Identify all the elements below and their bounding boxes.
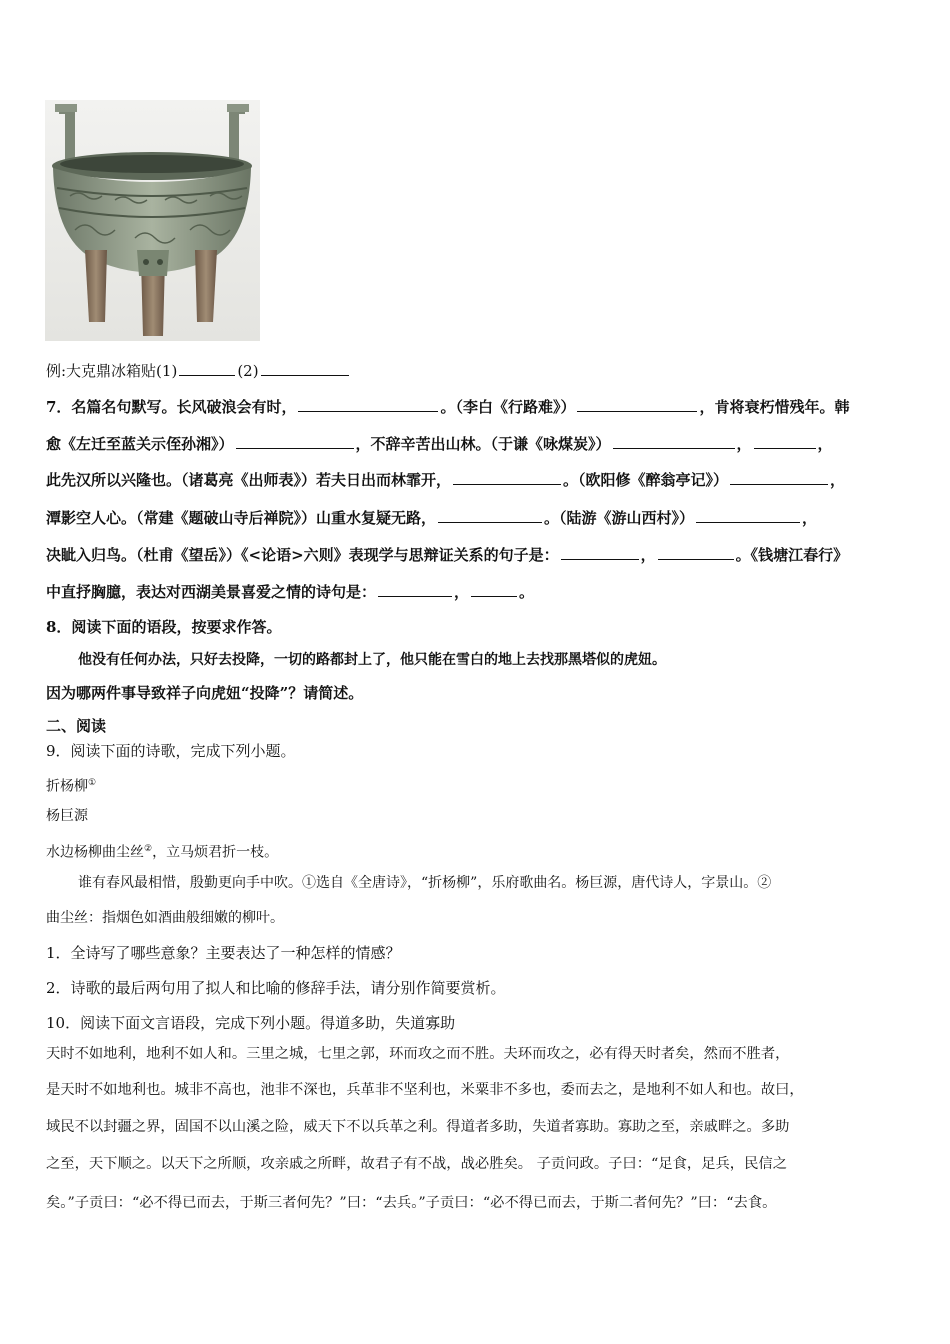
- classical-text-line: 矣。”子贡曰：“必不得已而去，于斯三者何先？”曰：“去兵。”子贡曰：“必不得已而去，于斯二者何先？”曰：“去食。: [46, 1195, 777, 1211]
- example-line: [46, 361, 908, 381]
- q7-text: ，: [817, 435, 833, 453]
- poem-author: 杨巨源: [46, 808, 88, 824]
- answer-blank[interactable]: [577, 397, 697, 412]
- poem-text: ，立马烦君折一枝。: [152, 844, 279, 861]
- classical-text-line: 是天时不如地利也。城非不高也，池非不深也，兵革非不坚利也，米粟非不多也，委而去之，是地利不如人和也。故曰，: [46, 1082, 804, 1098]
- q7-line-1: [46, 397, 908, 417]
- example-text: 例:大克鼎冰箱贴(1): [46, 362, 178, 380]
- poem-line-1: [46, 839, 908, 863]
- footnote-mark: ②: [144, 844, 153, 854]
- q7-line-3: [46, 470, 908, 490]
- answer-blank[interactable]: [298, 397, 438, 412]
- q7-text: 此先汉所以兴隆也。（诸葛亮《出师表》）若夫日出而林霏开，: [46, 471, 452, 489]
- answer-blank[interactable]: [471, 582, 517, 597]
- q7-text: ，肯将衰朽惜残年。韩: [699, 398, 850, 416]
- q7-text: 决眦入归鸟。（杜甫《望岳》）《<论语>六则》表现学与思辩证关系的句子是：: [46, 546, 559, 564]
- q7-text: 。: [519, 583, 535, 601]
- q7-text: ，: [736, 435, 752, 453]
- q8-passage: 他没有任何办法，只好去投降，一切的路都封上了，他只能在雪白的地上去找那黑塔似的虎妞。: [78, 652, 666, 668]
- q7-line-5: [46, 545, 908, 565]
- bronze-ding-vessel-icon: [45, 100, 260, 341]
- answer-blank[interactable]: [613, 434, 735, 449]
- poem-title-line: [46, 773, 908, 797]
- q7-text: 7．名篇名句默写。长风破浪会有时，: [46, 398, 297, 416]
- answer-blank[interactable]: [658, 545, 734, 560]
- q7-line-4: [46, 508, 908, 528]
- poem-title: 折杨柳: [46, 778, 88, 795]
- poem-text: 水边杨柳曲尘丝: [46, 844, 144, 861]
- q8-title: 8．阅读下面的语段，按要求作答。: [46, 618, 282, 636]
- answer-blank[interactable]: [561, 545, 639, 560]
- q7-text: ，: [454, 583, 470, 601]
- q7-text: 。（陆游《游山西村》）: [544, 509, 695, 527]
- q9-sub-1: 1．全诗写了哪些意象？主要表达了一种怎样的情感？: [46, 944, 401, 962]
- classical-text-line: 域民不以封疆之界，固国不以山溪之险，威天下不以兵革之利。得道者多助，失道者寡助。寡助之至，亲戚畔之。多助: [46, 1119, 790, 1135]
- example-mid: (2): [237, 362, 259, 380]
- answer-blank[interactable]: [754, 434, 816, 449]
- answer-blank[interactable]: [696, 508, 800, 523]
- answer-blank[interactable]: [378, 582, 452, 597]
- section-heading: 二、阅读: [46, 717, 107, 735]
- classical-text-line: 之至，天下顺之。以天下之所顺，攻亲戚之所畔，故君子有不战，战必胜矣。 子贡问政。子曰：“足食，足兵，民信之: [46, 1156, 787, 1172]
- bronze-ding-image: [45, 100, 260, 341]
- q7-text: 。（欧阳修《醉翁亭记》）: [563, 471, 729, 489]
- q8-question: 因为哪两件事导致祥子向虎妞“投降”？请简述。: [46, 684, 364, 702]
- answer-blank[interactable]: [438, 508, 542, 523]
- q9-sub-2: 2．诗歌的最后两句用了拟人和比喻的修辞手法，请分别作简要赏析。: [46, 979, 506, 997]
- q7-text: 。《钱塘江春行》: [735, 546, 849, 564]
- answer-blank[interactable]: [730, 470, 828, 485]
- poem-note: 曲尘丝：指烟色如酒曲般细嫩的柳叶。: [46, 910, 284, 926]
- q7-line-2: [46, 434, 908, 454]
- answer-blank[interactable]: [453, 470, 561, 485]
- q7-text: 。（李白《行路难》）: [440, 398, 576, 416]
- answer-blank[interactable]: [236, 434, 354, 449]
- q7-text: ，: [640, 546, 656, 564]
- footnote-mark: ①: [88, 778, 97, 788]
- q10-title: 10．阅读下面文言语段，完成下列小题。得道多助，失道寡助: [46, 1014, 456, 1032]
- q7-text: ，: [802, 509, 818, 527]
- answer-blank[interactable]: [261, 361, 349, 376]
- q7-text: ，: [830, 471, 846, 489]
- poem-line-2: 谁有春风最相惜，殷勤更向手中吹。①选自《全唐诗》，“折杨柳”，乐府歌曲名。杨巨源，唐代诗人，字景山。②: [78, 875, 772, 891]
- q7-line-6: [46, 582, 908, 602]
- classical-text-line: 天时不如地利，地利不如人和。三里之城，七里之郭，环而攻之而不胜。夫环而攻之，必有得天时者矣，然而不胜者，: [46, 1046, 790, 1062]
- q9-title: 9．阅读下面的诗歌，完成下列小题。: [46, 742, 296, 760]
- answer-blank[interactable]: [179, 361, 235, 376]
- q7-text: 中直抒胸臆，表达对西湖美景喜爱之情的诗句是：: [46, 583, 377, 601]
- q7-text: 愈《左迁至蓝关示侄孙湘》）: [46, 435, 234, 453]
- q7-text: 潭影空人心。（常建《题破山寺后禅院》）山重水复疑无路，: [46, 509, 437, 527]
- q7-text: ，不辞辛苦出山林。（于谦《咏煤炭》）: [355, 435, 611, 453]
